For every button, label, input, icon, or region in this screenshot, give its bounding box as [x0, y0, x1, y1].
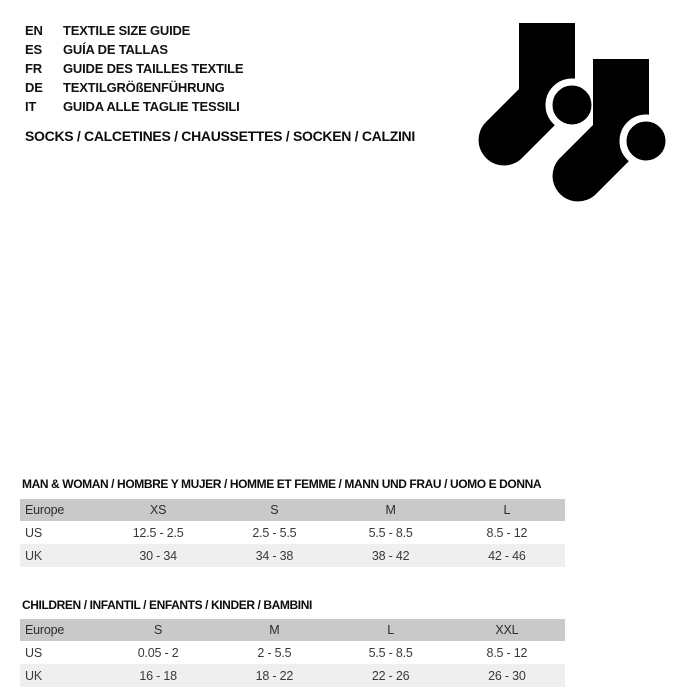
language-title-label: GUÍA DE TALLAS	[63, 42, 168, 57]
language-row-en	[25, 21, 243, 40]
column-header-xs: XS	[149, 503, 167, 517]
children-table-title: CHILDREN / INFANTIL / ENFANTS / KINDER / BAMBINI	[22, 598, 312, 612]
column-header-l: L	[503, 503, 511, 517]
size-cell: 18 - 22	[255, 668, 294, 683]
children-table-header-row	[20, 619, 565, 641]
table-row-us	[20, 641, 565, 664]
size-cell: 2 - 5.5	[257, 645, 292, 660]
category-title: SOCKS / CALCETINES / CHAUSSETTES / SOCKEN / CALZINI	[25, 128, 415, 144]
size-cell: 16 - 18	[139, 668, 177, 683]
size-cell: 34 - 38	[255, 548, 294, 563]
language-title-label: GUIDA ALLE TAGLIE TESSILI	[63, 99, 240, 114]
size-cell: 26 - 30	[488, 668, 526, 683]
column-header-europe: Europe	[25, 623, 65, 637]
size-cell: 42 - 46	[488, 548, 526, 563]
adults-table-title: MAN & WOMAN / HOMBRE Y MUJER / HOMME ET FEMME / MANN UND FRAU / UOMO E DONNA	[22, 477, 542, 491]
column-header-s: S	[154, 623, 163, 637]
column-header-m: M	[269, 623, 280, 637]
table-row-uk	[20, 664, 565, 687]
column-header-xxl: XXL	[495, 623, 519, 637]
column-header-s: S	[270, 503, 279, 517]
region-cell: US	[25, 525, 42, 540]
language-row-de	[25, 78, 243, 97]
language-row-it	[25, 97, 243, 116]
adults-size-table	[20, 499, 565, 567]
size-cell: 5.5 - 8.5	[368, 525, 413, 540]
language-code-label: IT	[25, 99, 37, 114]
size-cell: 30 - 34	[139, 548, 177, 563]
table-row-us	[20, 521, 565, 544]
region-cell: UK	[25, 548, 42, 563]
socks-icon	[470, 15, 680, 215]
size-cell: 12.5 - 2.5	[132, 525, 184, 540]
size-cell: 2.5 - 5.5	[252, 525, 297, 540]
size-cell: 8.5 - 12	[486, 525, 528, 540]
column-header-m: M	[385, 503, 396, 517]
size-cell: 22 - 26	[371, 668, 410, 683]
language-title-label: TEXTILE SIZE GUIDE	[63, 23, 191, 38]
size-cell: 8.5 - 12	[486, 645, 528, 660]
table-row-uk	[20, 544, 565, 567]
language-title-label: GUIDE DES TAILLES TEXTILE	[63, 61, 244, 76]
language-code-label: EN	[25, 23, 43, 38]
children-size-table	[20, 619, 565, 687]
column-header-europe: Europe	[25, 503, 65, 517]
language-list	[25, 21, 243, 116]
language-code-label: DE	[25, 80, 43, 95]
language-row-fr	[25, 59, 243, 78]
language-row-es	[25, 40, 243, 59]
size-cell: 5.5 - 8.5	[368, 645, 413, 660]
column-header-l: L	[387, 623, 394, 637]
language-code-label: FR	[25, 61, 42, 76]
language-title-label: TEXTILGRÖßENFÜHRUNG	[63, 80, 225, 95]
size-cell: 38 - 42	[371, 548, 410, 563]
size-cell: 0.05 - 2	[137, 645, 179, 660]
adults-table-header-row	[20, 499, 565, 521]
region-cell: US	[25, 645, 42, 660]
region-cell: UK	[25, 668, 42, 683]
language-code-label: ES	[25, 42, 42, 57]
